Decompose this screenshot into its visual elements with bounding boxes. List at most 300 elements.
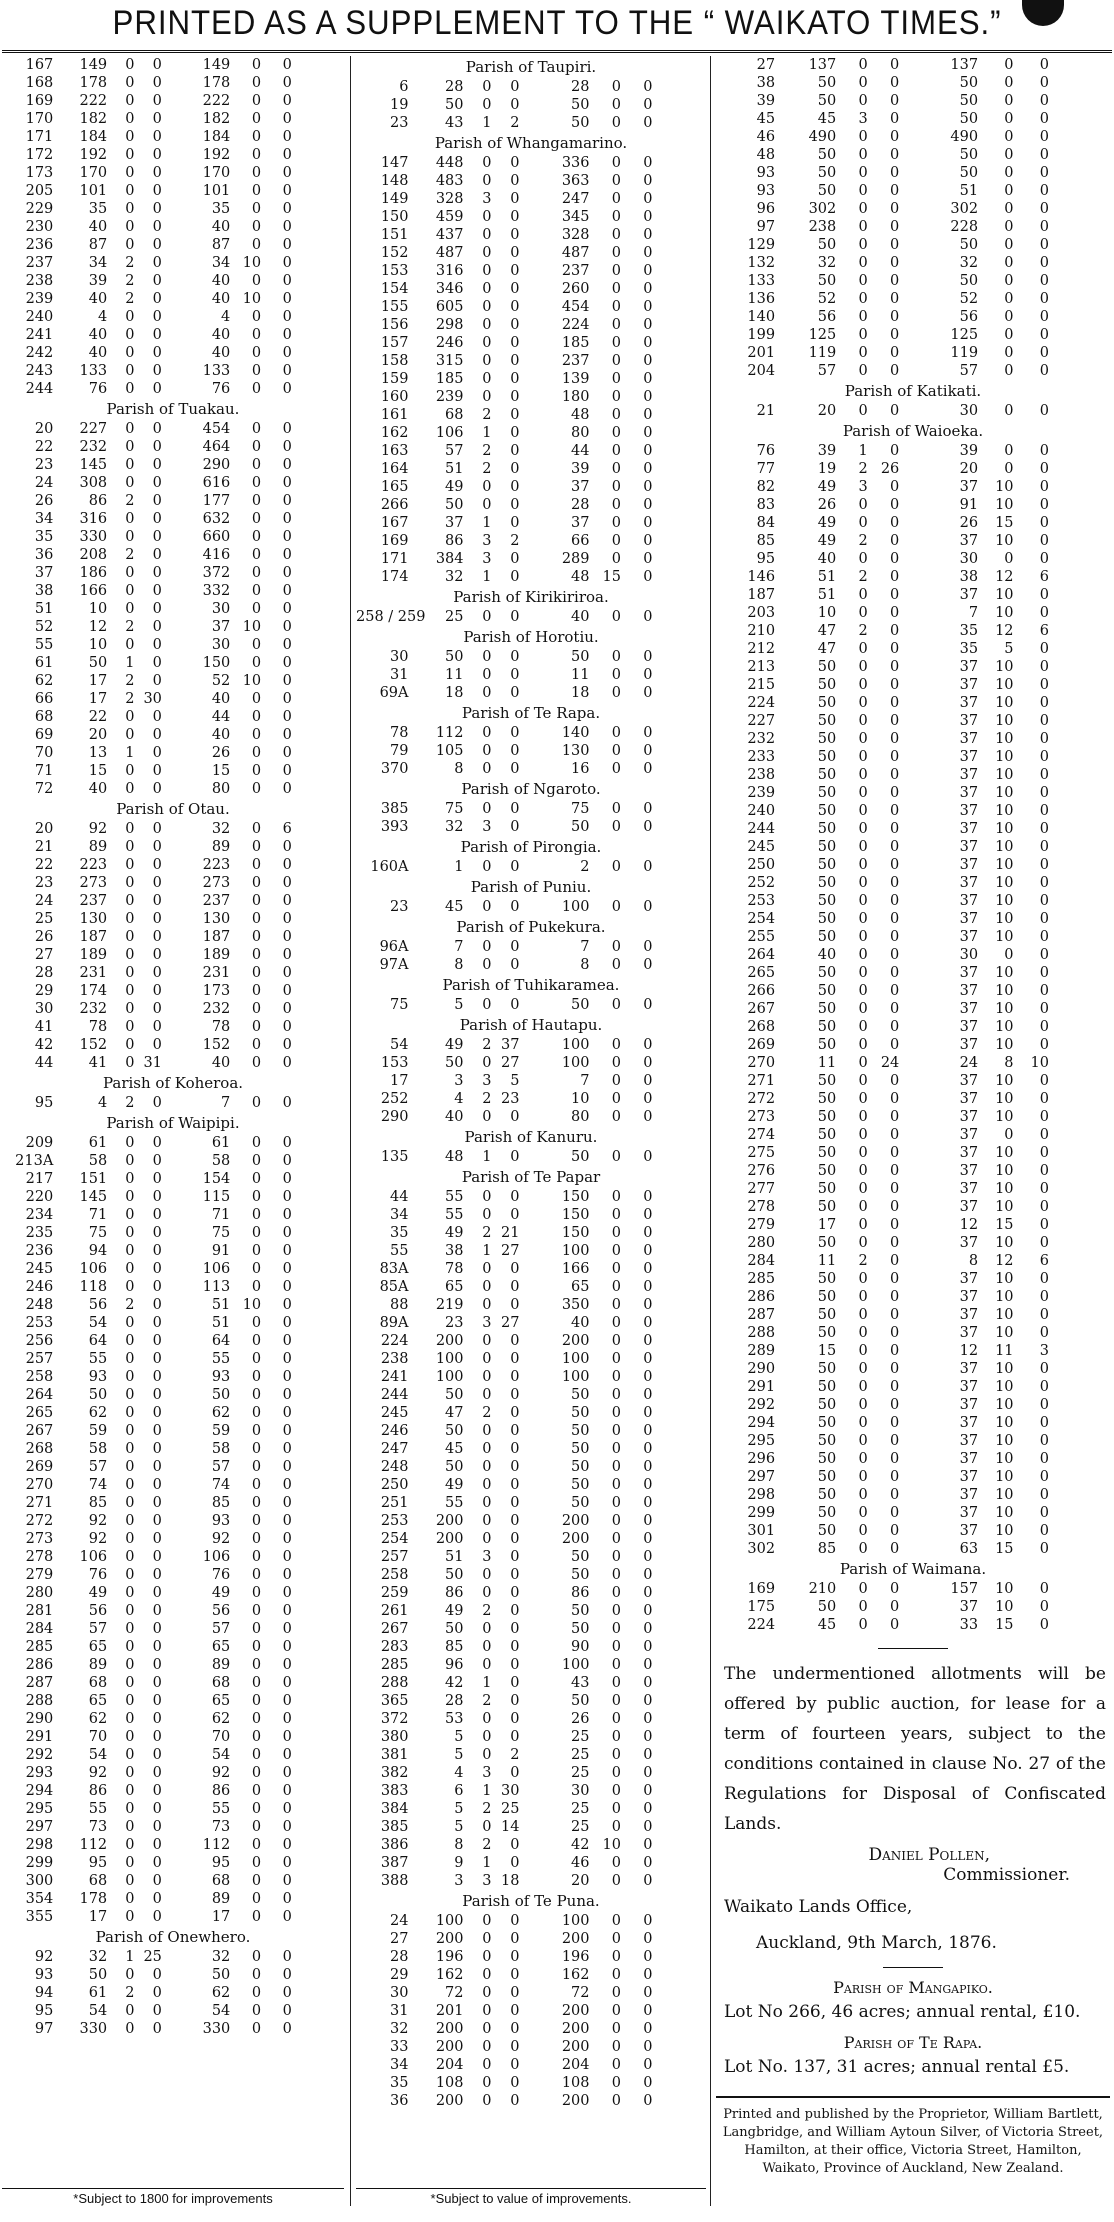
lot-number: 280 bbox=[747, 1235, 776, 1251]
table-cell: 0 bbox=[858, 219, 868, 235]
table-cell: 0 bbox=[643, 1657, 653, 1673]
table-cell: 0 bbox=[251, 1207, 262, 1223]
table-cell: 38 bbox=[959, 569, 979, 585]
table-cell: 0 bbox=[858, 1307, 868, 1323]
table-cell: 0 bbox=[152, 1387, 162, 1403]
table-row bbox=[716, 1108, 1110, 1126]
table-cell: 15 bbox=[88, 763, 108, 779]
table-cell: 232 bbox=[79, 439, 108, 455]
table-cell: 10 bbox=[995, 1487, 1014, 1503]
table-cell: 0 bbox=[611, 1819, 621, 1835]
table-cell: 0 bbox=[643, 1261, 653, 1277]
table-cell: 0 bbox=[125, 147, 135, 163]
table-row bbox=[716, 1198, 1110, 1216]
table-cell: 0 bbox=[858, 1019, 868, 1035]
table-cell: 0 bbox=[125, 201, 135, 217]
table-cell: 0 bbox=[858, 1073, 868, 1089]
table-cell: 95 bbox=[211, 1855, 231, 1871]
table-cell: 0 bbox=[125, 1873, 135, 1889]
table-cell: 345 bbox=[561, 209, 590, 225]
table-row bbox=[2, 290, 344, 308]
table-cell: 174 bbox=[79, 983, 108, 999]
table-cell: 298 bbox=[435, 317, 464, 333]
table-cell: 55 bbox=[445, 1207, 464, 1223]
table-cell: 0 bbox=[643, 1729, 653, 1745]
table-cell: 0 bbox=[251, 363, 262, 379]
table-cell: 0 bbox=[1039, 1523, 1049, 1539]
table-cell: 0 bbox=[611, 1495, 621, 1511]
table-cell: 0 bbox=[643, 1369, 653, 1385]
table-cell: 200 bbox=[435, 2039, 464, 2055]
table-cell: 0 bbox=[611, 155, 621, 171]
table-cell: 0 bbox=[125, 1387, 135, 1403]
table-cell: 0 bbox=[125, 1549, 135, 1565]
table-cell: 0 bbox=[890, 857, 900, 873]
table-cell: 37 bbox=[959, 1379, 979, 1395]
table-cell: 10 bbox=[995, 821, 1014, 837]
table-cell: 152 bbox=[79, 1037, 108, 1053]
table-cell: 57 bbox=[445, 443, 464, 459]
table-cell: 154 bbox=[202, 1171, 231, 1187]
table-cell: 10 bbox=[995, 857, 1014, 873]
table-row bbox=[356, 1476, 706, 1494]
table-cell: 93 bbox=[211, 1513, 231, 1529]
lot-number: 296 bbox=[747, 1451, 776, 1467]
table-cell: 0 bbox=[858, 551, 868, 567]
table-row bbox=[716, 1450, 1110, 1468]
table-cell: 0 bbox=[251, 1135, 262, 1151]
table-cell: 40 bbox=[211, 327, 231, 343]
table-cell: 0 bbox=[510, 281, 520, 297]
parish-heading: Parish of Te Rapa. bbox=[461, 704, 601, 722]
table-cell: 0 bbox=[858, 983, 868, 999]
table-cell: 464 bbox=[202, 439, 231, 455]
lot-number: 160 bbox=[380, 389, 409, 405]
table-row bbox=[356, 1728, 706, 1746]
table-cell: 0 bbox=[890, 1599, 900, 1615]
table-cell: 50 bbox=[817, 1001, 837, 1017]
table-row bbox=[2, 910, 344, 928]
lot-number: 34 bbox=[390, 1207, 409, 1223]
table-row bbox=[716, 1162, 1110, 1180]
table-cell: 0 bbox=[282, 781, 292, 797]
table-cell: 50 bbox=[817, 1397, 837, 1413]
table-row bbox=[2, 1422, 344, 1440]
table-cell: 0 bbox=[858, 1451, 868, 1467]
lot-number: 291 bbox=[25, 1729, 54, 1745]
table-cell: 50 bbox=[817, 677, 837, 693]
table-cell: 50 bbox=[817, 1163, 837, 1179]
table-cell: 0 bbox=[482, 801, 492, 817]
lot-number: 136 bbox=[747, 291, 776, 307]
lot-number: 79 bbox=[390, 743, 409, 759]
parish-heading: Parish of Whangamarino. bbox=[434, 134, 628, 152]
table-cell: 50 bbox=[817, 93, 837, 109]
lot-number: 252 bbox=[380, 1091, 409, 1107]
table-cell: 0 bbox=[482, 1931, 492, 1947]
table-cell: 0 bbox=[282, 1711, 292, 1727]
table-row bbox=[356, 172, 706, 190]
table-cell: 0 bbox=[890, 1253, 900, 1269]
table-cell: 0 bbox=[482, 1369, 492, 1385]
table-row bbox=[356, 388, 706, 406]
table-cell: 0 bbox=[643, 997, 653, 1013]
lot-number: 246 bbox=[25, 1279, 54, 1295]
lot-number: 238 bbox=[747, 767, 776, 783]
table-cell: 50 bbox=[817, 1451, 837, 1467]
table-cell: 316 bbox=[79, 511, 108, 527]
table-cell: 0 bbox=[890, 479, 900, 495]
table-cell: 0 bbox=[1004, 75, 1014, 91]
table-row bbox=[356, 1458, 706, 1476]
table-cell: 0 bbox=[611, 1585, 621, 1601]
table-cell: 0 bbox=[890, 327, 900, 343]
lot-number: 271 bbox=[747, 1073, 776, 1089]
table-cell: 0 bbox=[611, 2093, 621, 2109]
table-row bbox=[2, 1314, 344, 1332]
table-cell: 0 bbox=[890, 1469, 900, 1485]
table-cell: 0 bbox=[1004, 237, 1014, 253]
table-cell: 0 bbox=[858, 255, 868, 271]
lot-number: 78 bbox=[390, 725, 409, 741]
table-cell: 0 bbox=[152, 529, 162, 545]
table-cell: 0 bbox=[858, 291, 868, 307]
lot-number: 38 bbox=[756, 75, 776, 91]
table-cell: 74 bbox=[211, 1477, 231, 1493]
table-cell: 0 bbox=[643, 1585, 653, 1601]
table-cell: 57 bbox=[88, 1621, 108, 1637]
table-cell: 0 bbox=[890, 515, 900, 531]
table-cell: 0 bbox=[611, 479, 621, 495]
table-row bbox=[716, 514, 1110, 532]
table-row bbox=[356, 1422, 706, 1440]
table-cell: 0 bbox=[890, 363, 900, 379]
table-cell: 0 bbox=[152, 1225, 162, 1241]
table-cell: 0 bbox=[282, 875, 292, 891]
table-cell: 50 bbox=[817, 1091, 837, 1107]
lot-number: 227 bbox=[747, 713, 776, 729]
table-row bbox=[356, 1674, 706, 1692]
lot-number: 82 bbox=[756, 479, 776, 495]
table-cell: 0 bbox=[482, 1261, 492, 1277]
table-cell: 232 bbox=[79, 1001, 108, 1017]
lot-number: 217 bbox=[25, 1171, 54, 1187]
table-cell: 2 bbox=[482, 1037, 492, 1053]
table-cell: 0 bbox=[482, 1585, 492, 1601]
table-cell: 48 bbox=[445, 1149, 464, 1165]
table-cell: 57 bbox=[959, 363, 979, 379]
parish-heading: Parish of Kirikiriroa. bbox=[453, 588, 609, 606]
table-row bbox=[2, 1984, 344, 2002]
lot-number: 278 bbox=[747, 1199, 776, 1215]
table-cell: 0 bbox=[125, 1855, 135, 1871]
table-cell: 108 bbox=[435, 2075, 464, 2091]
lot-number: 274 bbox=[747, 1127, 776, 1143]
table-cell: 48 bbox=[571, 569, 590, 585]
table-row bbox=[356, 1620, 706, 1638]
lot-number: 62 bbox=[34, 673, 54, 689]
table-cell: 39 bbox=[571, 461, 590, 477]
table-cell: 0 bbox=[282, 57, 292, 73]
table-cell: 0 bbox=[152, 237, 162, 253]
table-cell: 0 bbox=[482, 997, 492, 1013]
table-cell: 150 bbox=[561, 1189, 590, 1205]
lot-number: 159 bbox=[380, 371, 409, 387]
lot-number: 270 bbox=[25, 1477, 54, 1493]
table-cell: 0 bbox=[1039, 1307, 1049, 1323]
table-cell: 0 bbox=[890, 1433, 900, 1449]
table-cell: 0 bbox=[510, 1369, 520, 1385]
table-cell: 0 bbox=[858, 403, 868, 419]
table-cell: 0 bbox=[510, 389, 520, 405]
table-cell: 133 bbox=[202, 363, 231, 379]
table-cell: 0 bbox=[1039, 443, 1049, 459]
table-cell: 0 bbox=[1039, 605, 1049, 621]
table-cell: 0 bbox=[482, 1387, 492, 1403]
table-cell: 0 bbox=[251, 1765, 262, 1781]
table-row bbox=[2, 1440, 344, 1458]
table-cell: 0 bbox=[1039, 857, 1049, 873]
table-row bbox=[716, 568, 1110, 586]
table-cell: 0 bbox=[611, 1073, 621, 1089]
lot-number: 34 bbox=[390, 2057, 409, 2073]
lot-number: 92 bbox=[34, 1949, 54, 1965]
table-cell: 0 bbox=[152, 93, 162, 109]
lot-number: 29 bbox=[390, 1967, 409, 1983]
table-cell: 0 bbox=[858, 947, 868, 963]
lot-number: 244 bbox=[25, 381, 54, 397]
lot-number: 175 bbox=[747, 1599, 776, 1615]
lot-number: 23 bbox=[34, 875, 54, 891]
office-name: Waikato Lands Office, bbox=[724, 1897, 913, 1917]
table-cell: 0 bbox=[482, 899, 492, 915]
table-cell: 50 bbox=[571, 1387, 590, 1403]
table-row bbox=[716, 694, 1110, 712]
parish-heading: Parish of Onewhero. bbox=[95, 1928, 251, 1946]
table-cell: 0 bbox=[251, 601, 262, 617]
lot-number: 155 bbox=[380, 299, 409, 315]
table-row bbox=[716, 1072, 1110, 1090]
lot-number: 149 bbox=[380, 191, 409, 207]
table-cell: 0 bbox=[858, 309, 868, 325]
table-cell: 50 bbox=[959, 237, 979, 253]
table-cell: 0 bbox=[152, 1909, 162, 1925]
table-cell: 34 bbox=[211, 255, 231, 271]
table-cell: 0 bbox=[282, 1747, 292, 1763]
table-cell: 8 bbox=[1004, 1055, 1014, 1071]
table-cell: 0 bbox=[251, 839, 262, 855]
table-cell: 0 bbox=[858, 183, 868, 199]
table-row bbox=[716, 1000, 1110, 1018]
lot-number: 38 bbox=[34, 583, 54, 599]
table-cell: 0 bbox=[152, 291, 162, 307]
table-row bbox=[2, 236, 344, 254]
lot-number: 20 bbox=[34, 421, 54, 437]
table-cell: 332 bbox=[202, 583, 231, 599]
lot-number: 72 bbox=[34, 781, 54, 797]
table-cell: 0 bbox=[125, 1423, 135, 1439]
table-cell: 0 bbox=[643, 1621, 653, 1637]
table-cell: 0 bbox=[251, 1693, 262, 1709]
lot-number: 237 bbox=[25, 255, 54, 271]
lot-number: 169 bbox=[380, 533, 409, 549]
table-cell: 0 bbox=[282, 291, 292, 307]
table-cell: 0 bbox=[510, 497, 520, 513]
table-row bbox=[356, 1818, 706, 1836]
lot-number: 203 bbox=[747, 605, 776, 621]
table-cell: 37 bbox=[959, 1599, 979, 1615]
table-cell: 100 bbox=[561, 1913, 590, 1929]
table-cell: 37 bbox=[959, 965, 979, 981]
lot-number: 250 bbox=[380, 1477, 409, 1493]
table-cell: 43 bbox=[445, 115, 464, 131]
table-cell: 0 bbox=[510, 1603, 520, 1619]
table-cell: 459 bbox=[435, 209, 464, 225]
table-cell: 0 bbox=[611, 209, 621, 225]
table-cell: 54 bbox=[88, 1315, 108, 1331]
table-row bbox=[716, 290, 1110, 308]
table-cell: 68 bbox=[211, 1675, 231, 1691]
table-cell: 0 bbox=[282, 1001, 292, 1017]
table-cell: 14 bbox=[501, 1819, 520, 1835]
table-row bbox=[2, 1908, 344, 1926]
lot-number: 265 bbox=[25, 1405, 54, 1421]
table-cell: 0 bbox=[1039, 749, 1049, 765]
lot-number: 41 bbox=[34, 1019, 54, 1035]
lot-number: 83A bbox=[379, 1261, 409, 1277]
table-cell: 100 bbox=[561, 1055, 590, 1071]
table-row bbox=[716, 874, 1110, 892]
table-cell: 0 bbox=[858, 1469, 868, 1485]
table-row bbox=[716, 128, 1110, 146]
table-row bbox=[356, 262, 706, 280]
table-cell: 0 bbox=[482, 2021, 492, 2037]
table-cell: 0 bbox=[643, 1949, 653, 1965]
table-cell: 50 bbox=[445, 1621, 464, 1637]
table-cell: 65 bbox=[571, 1279, 590, 1295]
table-cell: 20 bbox=[571, 1873, 590, 1889]
table-cell: 0 bbox=[152, 493, 162, 509]
table-cell: 0 bbox=[1039, 1235, 1049, 1251]
table-cell: 0 bbox=[1004, 309, 1014, 325]
table-cell: 10 bbox=[995, 983, 1014, 999]
table-cell: 50 bbox=[817, 1599, 837, 1615]
table-cell: 0 bbox=[125, 1801, 135, 1817]
table-cell: 10 bbox=[995, 1599, 1014, 1615]
table-row bbox=[2, 420, 344, 438]
table-cell: 0 bbox=[1004, 219, 1014, 235]
table-cell: 100 bbox=[435, 1369, 464, 1385]
table-cell: 0 bbox=[482, 245, 492, 261]
table-cell: 0 bbox=[510, 155, 520, 171]
table-cell: 0 bbox=[611, 1549, 621, 1565]
table-row bbox=[2, 838, 344, 856]
table-cell: 0 bbox=[1039, 273, 1049, 289]
table-cell: 2 bbox=[125, 255, 135, 271]
table-cell: 0 bbox=[510, 1531, 520, 1547]
table-cell: 0 bbox=[251, 2021, 262, 2037]
table-row bbox=[2, 1188, 344, 1206]
table-cell: 0 bbox=[282, 1549, 292, 1565]
table-cell: 0 bbox=[643, 1315, 653, 1331]
table-cell: 125 bbox=[950, 327, 979, 343]
table-row bbox=[356, 190, 706, 208]
table-cell: 0 bbox=[152, 893, 162, 909]
table-cell: 37 bbox=[959, 911, 979, 927]
table-cell: 137 bbox=[808, 57, 837, 73]
table-cell: 85 bbox=[817, 1541, 837, 1557]
table-cell: 0 bbox=[858, 587, 868, 603]
table-cell: 0 bbox=[1039, 893, 1049, 909]
table-cell: 0 bbox=[643, 569, 653, 585]
lot-number: 288 bbox=[380, 1675, 409, 1691]
table-cell: 37 bbox=[959, 1163, 979, 1179]
table-cell: 0 bbox=[282, 547, 292, 563]
table-cell: 149 bbox=[79, 57, 108, 73]
table-cell: 0 bbox=[282, 363, 292, 379]
lot-number: 268 bbox=[747, 1019, 776, 1035]
table-cell: 40 bbox=[211, 291, 231, 307]
table-cell: 0 bbox=[1004, 327, 1014, 343]
table-cell: 10 bbox=[995, 1433, 1014, 1449]
table-cell: 50 bbox=[817, 1505, 837, 1521]
table-cell: 10 bbox=[995, 1037, 1014, 1053]
table-cell: 0 bbox=[890, 911, 900, 927]
table-cell: 0 bbox=[510, 649, 520, 665]
table-row bbox=[2, 1296, 344, 1314]
table-cell: 0 bbox=[510, 1333, 520, 1349]
table-cell: 0 bbox=[282, 1801, 292, 1817]
table-cell: 0 bbox=[152, 601, 162, 617]
table-row bbox=[2, 600, 344, 618]
table-cell: 0 bbox=[510, 1711, 520, 1727]
table-cell: 80 bbox=[571, 425, 590, 441]
lot-number: 33 bbox=[390, 2039, 409, 2055]
table-cell: 0 bbox=[125, 709, 135, 725]
table-cell: 189 bbox=[79, 947, 108, 963]
table-row bbox=[2, 1494, 344, 1512]
lot-number: 85 bbox=[756, 533, 776, 549]
table-cell: 0 bbox=[282, 1333, 292, 1349]
table-cell: 78 bbox=[445, 1261, 464, 1277]
table-cell: 0 bbox=[251, 745, 262, 761]
table-cell: 37 bbox=[959, 929, 979, 945]
table-row bbox=[716, 1036, 1110, 1054]
lot-number: 146 bbox=[747, 569, 776, 585]
table-cell: 55 bbox=[445, 1189, 464, 1205]
table-cell: 92 bbox=[88, 1765, 108, 1781]
table-cell: 50 bbox=[817, 1073, 837, 1089]
table-row bbox=[2, 254, 344, 272]
table-cell: 0 bbox=[125, 1603, 135, 1619]
table-cell: 0 bbox=[282, 327, 292, 343]
table-cell: 0 bbox=[125, 1019, 135, 1035]
table-cell: 0 bbox=[858, 1415, 868, 1431]
table-cell: 0 bbox=[643, 685, 653, 701]
table-cell: 222 bbox=[202, 93, 231, 109]
lot-number: 295 bbox=[25, 1801, 54, 1817]
lot-number: 267 bbox=[747, 1001, 776, 1017]
table-row bbox=[2, 564, 344, 582]
table-row bbox=[2, 1368, 344, 1386]
table-cell: 0 bbox=[251, 1711, 262, 1727]
lot-number: 268 bbox=[25, 1441, 54, 1457]
table-cell: 89 bbox=[88, 839, 108, 855]
table-row bbox=[356, 1368, 706, 1386]
table-cell: 0 bbox=[611, 1149, 621, 1165]
table-cell: 0 bbox=[282, 1949, 292, 1965]
table-cell: 0 bbox=[611, 97, 621, 113]
